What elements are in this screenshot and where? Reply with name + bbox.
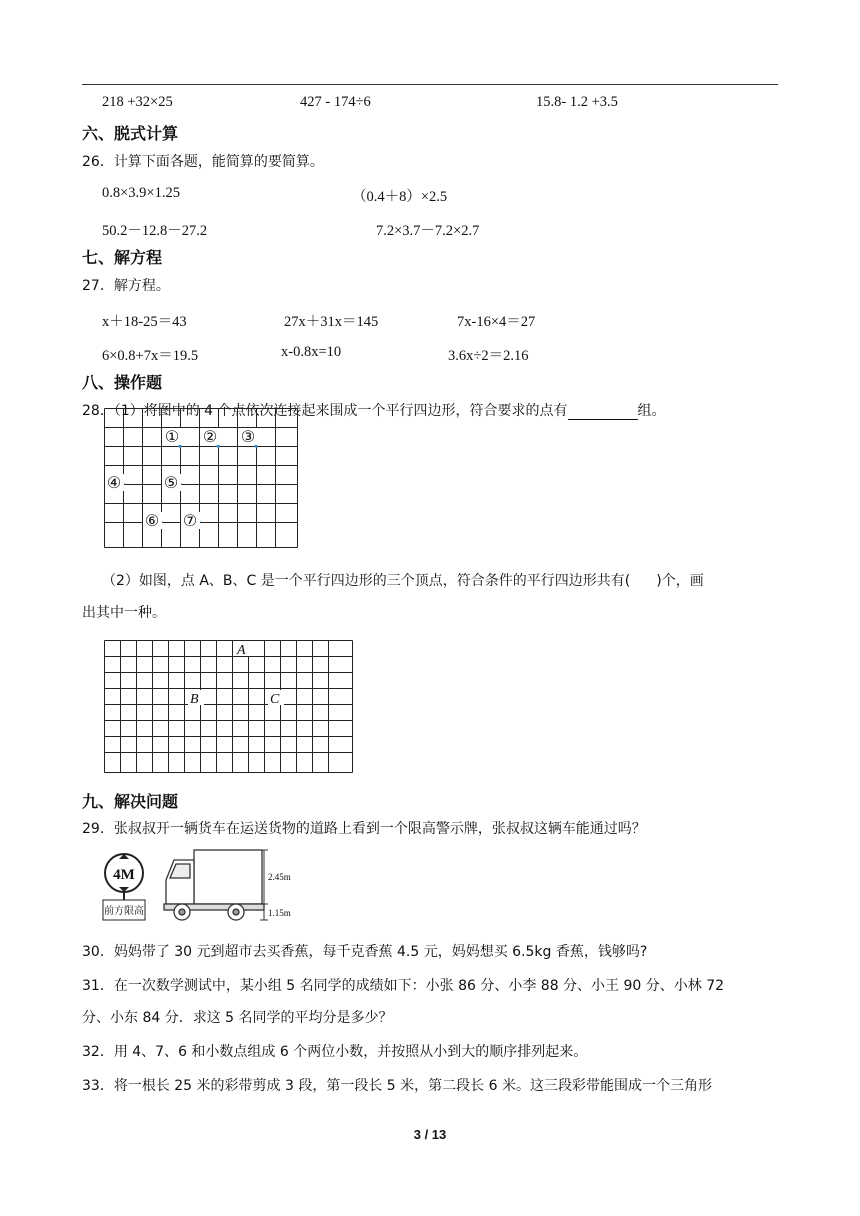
truck-illustration (160, 846, 300, 926)
q26-expr-4: 7.2×3.7－7.2×2.7 (376, 223, 480, 239)
question-27: 27．解方程。 (82, 278, 170, 294)
vertex-label-b: B (190, 692, 199, 707)
q28-part1-unit: 组。 (637, 403, 666, 419)
q27-eq-4: 6×0.8+7x＝19.5 (102, 348, 199, 364)
q27-eq-5: x-0.8x=10 (281, 344, 342, 360)
q27-eq-1: x＋18-25＝43 (102, 314, 187, 330)
question-28-part-2 (102, 570, 704, 590)
section-6-heading: 六、脱式计算 (82, 124, 179, 143)
q27-eq-6: 3.6x÷2＝2.16 (448, 348, 529, 364)
q26-expr-1: 0.8×3.9×1.25 (102, 185, 180, 201)
section-9-heading: 九、解决问题 (82, 792, 179, 811)
grid-2-lines (105, 641, 353, 773)
truck-bottom-height: 1.15m (268, 908, 291, 918)
q26-expr-2: （0.4＋8）×2.5 (352, 189, 448, 205)
question-28-part-2-cont: 出其中一种。 (82, 605, 166, 621)
question-32: 32．用 4、7、6 和小数点组成 6 个两位小数，并按照从小到大的顺序排列起来。 (82, 1044, 588, 1060)
question-29: 29．张叔叔开一辆货车在运送货物的道路上看到一个限高警示牌，张叔叔这辆车能通过吗？ (82, 821, 646, 837)
point-label-4: ④ (106, 475, 122, 492)
question-31-line-2: 分、小东 84 分．求这 5 名同学的平均分是多少？ (82, 1010, 393, 1026)
top-expr-1: 218 +32×25 (102, 94, 173, 110)
section-7-heading: 七、解方程 (82, 248, 163, 267)
vertex-label-a: A (237, 643, 246, 658)
q28-part2-text: （2）如图，点 A、B、C 是一个平行四边形的三个顶点，符合条件的平行四边形共有( (102, 573, 631, 589)
truck-top-height: 2.45m (268, 872, 291, 882)
truck-cargo-box (194, 850, 262, 904)
top-expr-3: 15.8- 1.2 +3.5 (536, 94, 618, 110)
top-expr-2: 427 - 174÷6 (300, 94, 371, 110)
q27-eq-2: 27x＋31x＝145 (284, 314, 379, 330)
point-label-7: ⑦ (182, 513, 198, 530)
point-label-3: ③ (240, 429, 256, 446)
page-number: 3 / 13 (413, 1127, 447, 1142)
q28-part1-text: 28．（1）将图中的 4 个点依次连接起来围成一个平行四边形，符合要求的点有 (82, 403, 568, 419)
point-label-5: ⑤ (163, 475, 179, 492)
dot-grid-figure (104, 408, 300, 550)
header-rule (82, 84, 778, 85)
question-30: 30．妈妈带了 30 元到超市去买香蕉，每千克香蕉 4.5 元，妈妈想买 6.5kg 香蕉，钱够吗? (82, 944, 648, 960)
q27-eq-3: 7x-16×4＝27 (457, 314, 536, 330)
point-label-6: ⑥ (144, 513, 160, 530)
q28-part2-unit: )个，画 (656, 573, 704, 589)
q26-expr-3: 50.2－12.8－27.2 (102, 223, 208, 239)
height-limit-sign (102, 848, 146, 922)
section-8-heading: 八、操作题 (82, 373, 163, 392)
point-label-1: ① (164, 429, 180, 446)
answer-blank[interactable] (568, 405, 638, 420)
sign-limit-text: 4M (113, 867, 135, 883)
sign-caption: 前方限高 (104, 906, 144, 917)
point-label-2: ② (202, 429, 218, 446)
vertex-label-c: C (270, 692, 280, 707)
question-31-line-1: 31．在一次数学测试中，某小组 5 名同学的成绩如下：小张 86 分、小李 88 分、小王 90 分、小林 72 (82, 978, 725, 994)
question-26: 26．计算下面各题，能简算的要简算。 (82, 154, 324, 170)
parallelogram-grid-figure (104, 640, 354, 774)
question-33: 33．将一根长 25 米的彩带剪成 3 段，第一段长 5 米，第二段长 6 米。这三段彩带能围成一个三角形 (82, 1078, 712, 1094)
